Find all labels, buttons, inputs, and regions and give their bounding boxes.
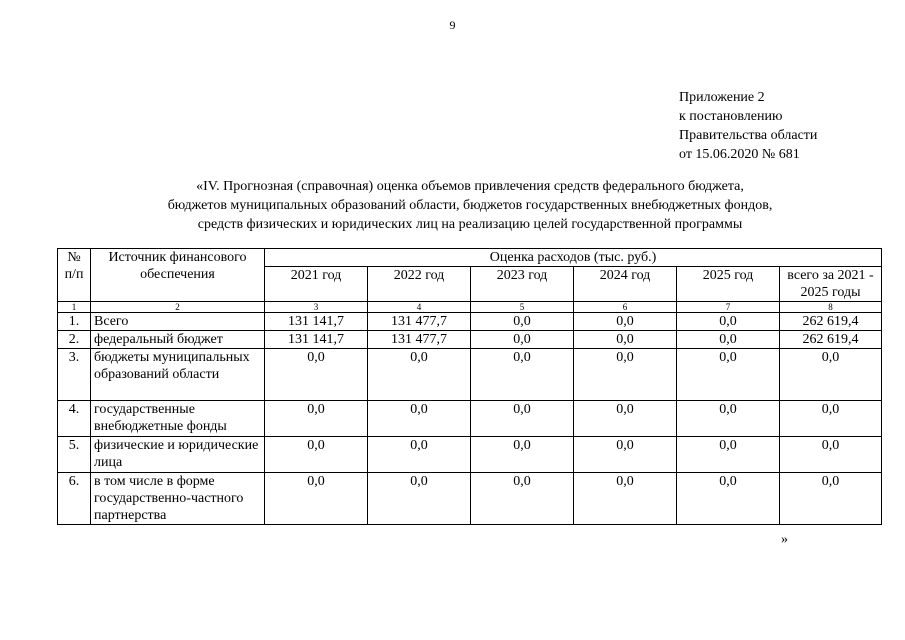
table-header-row [58,249,882,267]
row-total: 262 619,4 [780,331,882,349]
row-value: 131 477,7 [368,313,471,331]
row-source: в том числе в форме государственно-частного партнерства [91,473,265,525]
row-value: 0,0 [677,401,780,437]
table-row [58,473,882,525]
section-title [60,177,880,234]
row-value: 0,0 [265,473,368,525]
header-year: 2023 год [471,267,574,302]
row-value: 0,0 [368,437,471,473]
appendix-line: к постановлению [679,109,783,124]
row-value: 131 141,7 [265,313,368,331]
header-estimate: Оценка расходов (тыс. руб.) [265,249,882,267]
row-value: 0,0 [574,331,677,349]
table-row [58,401,882,437]
row-value: 0,0 [471,437,574,473]
row-value: 0,0 [574,473,677,525]
row-total: 0,0 [780,349,882,401]
row-total: 0,0 [780,437,882,473]
row-value: 0,0 [471,349,574,401]
row-value: 0,0 [677,437,780,473]
header-year: 2022 год [368,267,471,302]
column-number: 7 [677,302,780,313]
title-line: «IV. Прогнозная (справочная) оценка объемов привлечения средств федерального бюджета, [196,179,744,194]
title-line: средств физических и юридических лиц на реализацию целей государственной программы [197,217,743,232]
column-number: 6 [574,302,677,313]
row-value: 0,0 [677,313,780,331]
appendix-line: Правительства области [679,128,818,143]
row-num: 2. [58,331,91,349]
column-number-row [58,302,882,313]
header-total: всего за 2021 - 2025 годы [780,267,882,302]
row-value: 131 477,7 [368,331,471,349]
row-source: Всего [91,313,265,331]
row-value: 0,0 [574,313,677,331]
header-year: 2024 год [574,267,677,302]
column-number: 2 [91,302,265,313]
table-row [58,349,882,401]
row-value: 0,0 [471,313,574,331]
header-year: 2021 год [265,267,368,302]
column-number: 4 [368,302,471,313]
row-value: 0,0 [471,473,574,525]
row-source: физические и юридические лица [91,437,265,473]
appendix-block [679,88,894,164]
financing-table [57,248,882,525]
row-total: 0,0 [780,473,882,525]
row-value: 0,0 [574,349,677,401]
row-num: 6. [58,473,91,525]
row-value: 0,0 [677,349,780,401]
row-value: 0,0 [677,473,780,525]
row-value: 131 141,7 [265,331,368,349]
column-number: 1 [58,302,91,313]
row-value: 0,0 [471,331,574,349]
row-value: 0,0 [265,401,368,437]
row-value: 0,0 [368,401,471,437]
table-row [58,437,882,473]
header-num: № п/п [58,249,91,302]
row-total: 262 619,4 [780,313,882,331]
column-number: 3 [265,302,368,313]
row-value: 0,0 [368,349,471,401]
row-value: 0,0 [574,401,677,437]
row-value: 0,0 [368,473,471,525]
header-source: Источник финансового обеспечения [91,249,265,302]
appendix-line: от 15.06.2020 № 681 [679,147,800,162]
row-value: 0,0 [265,437,368,473]
row-source: государственные внебюджетные фонды [91,401,265,437]
row-value: 0,0 [471,401,574,437]
closing-quote: » [781,532,788,547]
column-number: 8 [780,302,882,313]
column-number: 5 [471,302,574,313]
row-source: бюджеты муниципальных образований области [91,349,265,401]
table-row [58,313,882,331]
row-total: 0,0 [780,401,882,437]
row-num: 3. [58,349,91,401]
row-value: 0,0 [677,331,780,349]
row-source: федеральный бюджет [91,331,265,349]
title-line: бюджетов муниципальных образований области, бюджетов государственных внебюджетных фондов, [167,198,773,213]
appendix-line: Приложение 2 [679,90,765,105]
row-num: 4. [58,401,91,437]
row-num: 1. [58,313,91,331]
header-year: 2025 год [677,267,780,302]
row-num: 5. [58,437,91,473]
page-number: 9 [449,18,456,32]
row-value: 0,0 [574,437,677,473]
table-row [58,331,882,349]
row-value: 0,0 [265,349,368,401]
